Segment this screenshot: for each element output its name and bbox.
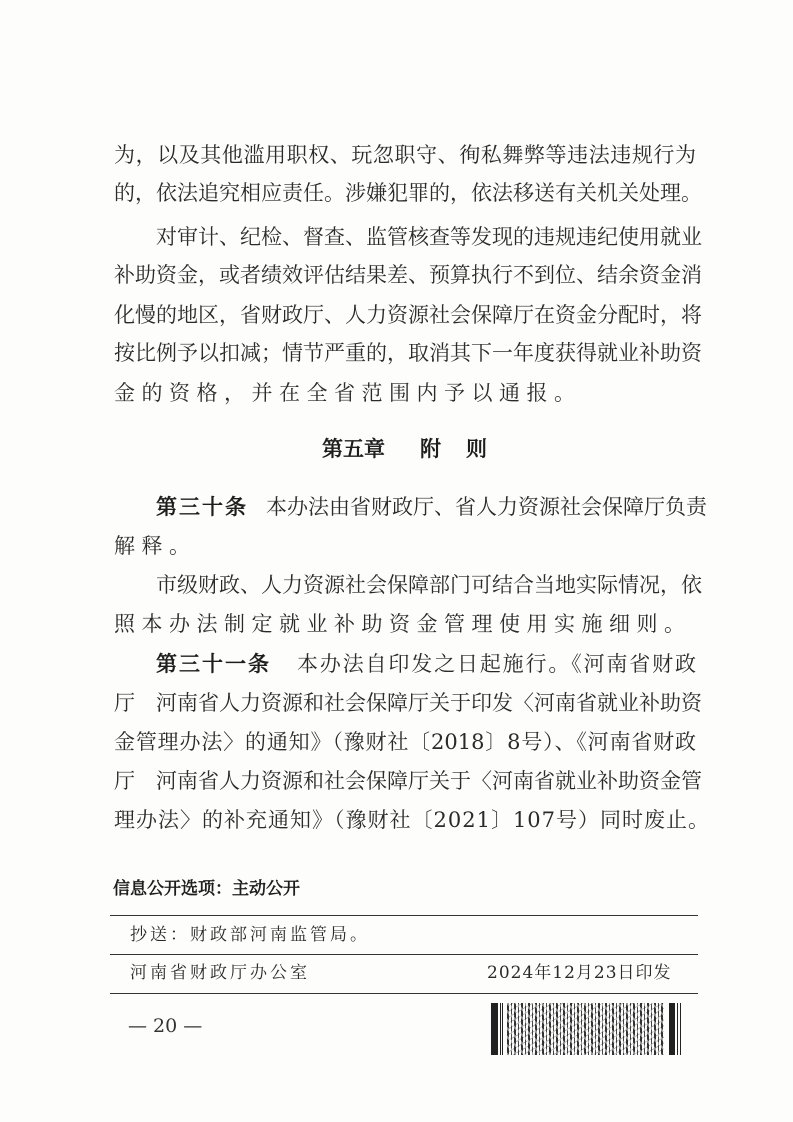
article-31-text: 本办法自印发之日起施行。《河南省财政 [297,652,696,676]
article-30-label: 第三十条 [156,495,248,519]
body-line: 金管理办法〉的通知》（豫财社〔2018〕8号）、《河南省财政 [114,730,696,754]
page-number: — 20 — [128,1015,203,1037]
article-31-first-line [156,649,696,679]
body-line: 补助资金，或者绩效评估结果差、预算执行不到位、结余资金消 [114,263,702,287]
body-line: 照本办法制定就业补助资金管理使用实施细则。 [114,612,692,636]
body-line: 市级财政、人力资源社会保障部门可结合当地实际情况，依 [156,573,702,597]
body-line-text: 的，依法追究相应责任。涉嫌犯罪的，依法移送有关机关处理。 [114,181,702,205]
body-line: 金的资格，并在全省范围内予以通报。 [114,381,582,405]
body-line: 化慢的地区，省财政厅、人力资源社会保障厅在资金分配时，将 [114,303,702,327]
issue-date: 2024年12月23日印发 [487,963,672,983]
disclosure-option: 信息公开选项：主动公开 [113,879,300,899]
body-line: 按比例予以扣减；情节严重的，取消其下一年度获得就业补助资 [114,341,702,365]
cc-line: 抄送：财政部河南监管局。 [130,925,370,945]
chapter-number: 第五章 [322,437,385,461]
article-31-label: 第三十一条 [156,652,271,676]
divider [110,915,698,916]
body-line: 理办法〉的补充通知》（豫财社〔2021〕107号）同时废止。 [114,808,711,832]
divider [110,954,698,955]
issuer: 河南省财政厅办公室 [130,963,310,983]
body-line: 对审计、纪检、督查、监管核查等发现的违规违纪使用就业 [156,225,702,249]
divider [110,993,698,994]
chapter-title-char: 则 [466,437,487,461]
pdf417-barcode-icon [491,1003,681,1055]
body-line: 厅 河南省人力资源和社会保障厅关于〈河南省就业补助资金管 [114,769,702,793]
body-line: 解释。 [114,534,197,558]
body-line [114,178,702,208]
article-30-first-line [156,492,707,522]
chapter-title-char: 附 [420,437,441,461]
article-30-text: 本办法由省财政厅、省人力资源社会保障厅负责 [266,495,707,519]
body-line: 为，以及其他滥用职权、玩忽职守、徇私舞弊等违法违规行为 [114,143,696,167]
chapter-heading [322,434,488,464]
body-line: 厅 河南省人力资源和社会保障厅关于印发〈河南省就业补助资 [114,691,702,715]
